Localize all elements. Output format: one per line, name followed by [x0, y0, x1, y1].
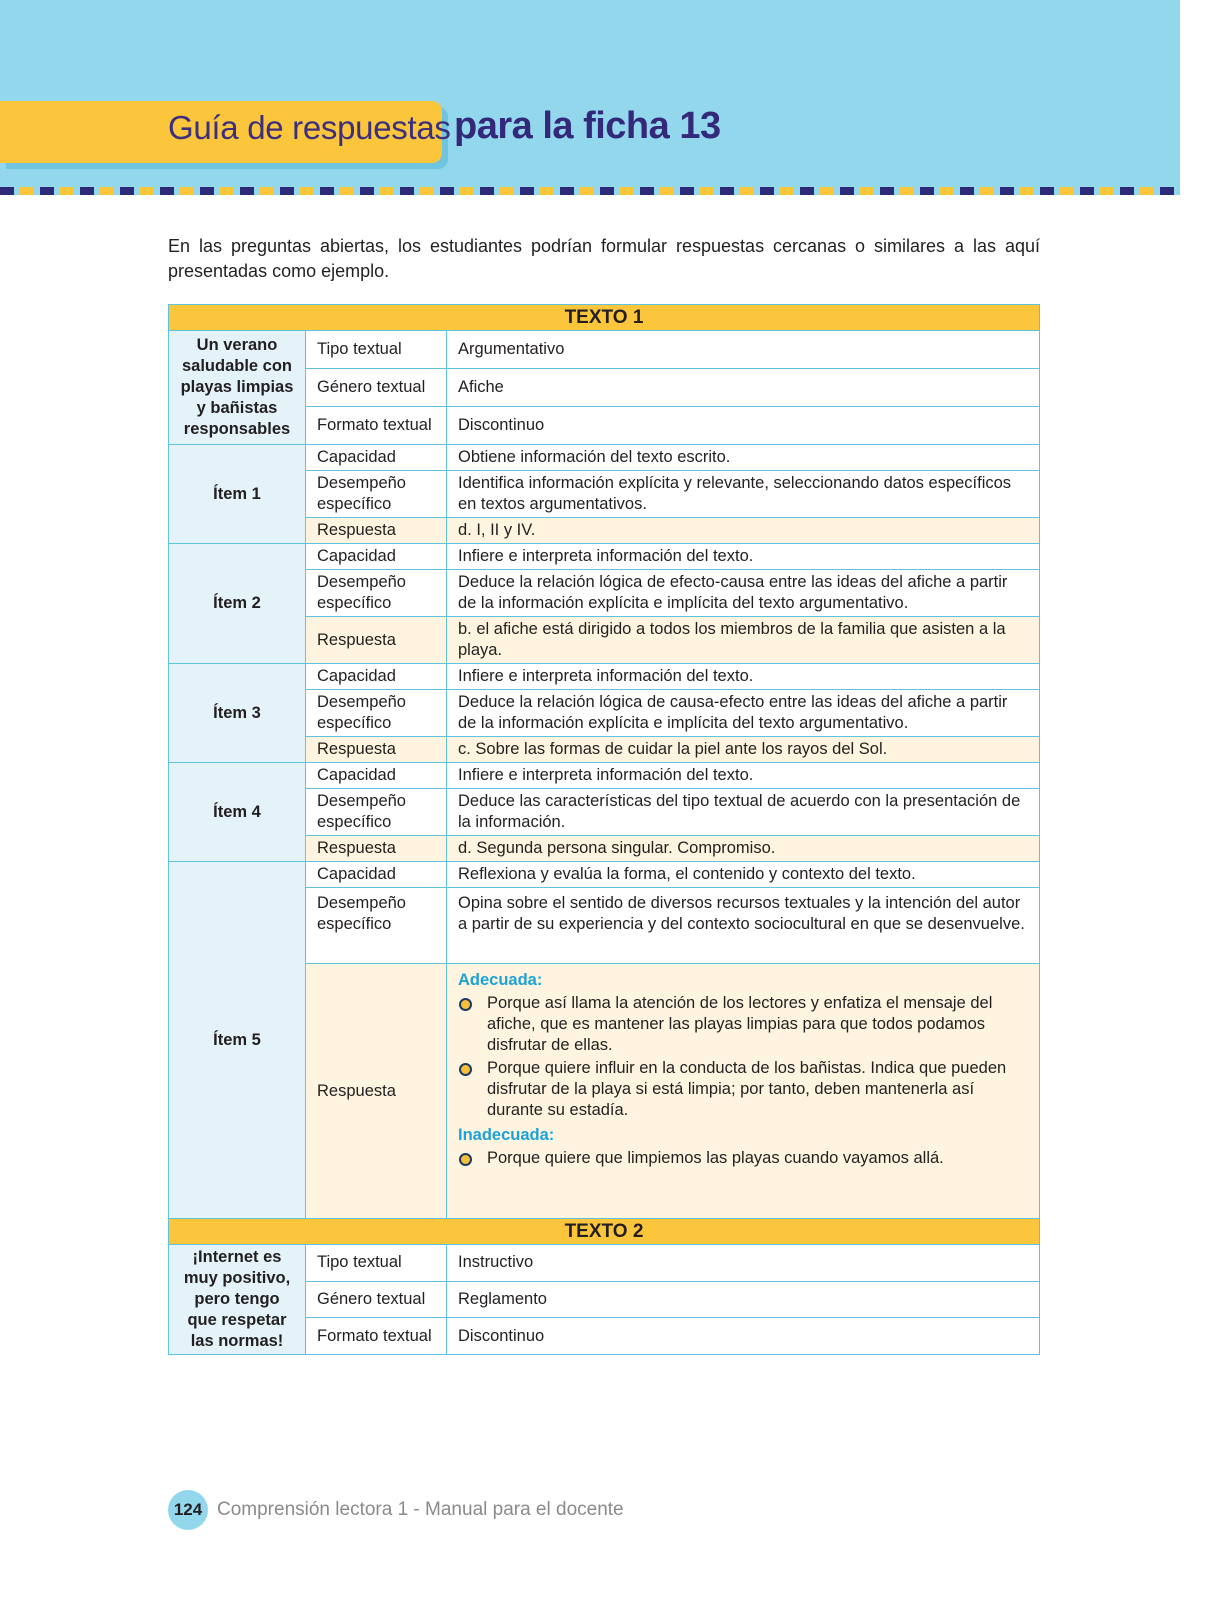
bullet-icon [459, 998, 472, 1011]
info-value: Discontinuo [447, 407, 1040, 445]
footer-book-title: Comprensión lectora 1 - Manual para el docente [217, 1499, 624, 1520]
capacidad-row [169, 664, 1040, 690]
desempeno-value: Identifica información explícita y relevante, seleccionando datos específicos en textos argumentativos. [447, 471, 1040, 518]
capacidad-label: Capacidad [306, 664, 447, 690]
list-item [458, 1148, 1028, 1169]
respuesta-value: d. I, II y IV. [447, 518, 1040, 544]
capacidad-value: Infiere e interpreta información del texto. [447, 544, 1040, 570]
info-label: Tipo textual [306, 331, 447, 369]
texto2-heading-row [169, 1219, 1040, 1245]
info-value: Afiche [447, 369, 1040, 407]
capacidad-value: Infiere e interpreta información del texto. [447, 664, 1040, 690]
answer-guide-table [168, 304, 1040, 1355]
header-band [0, 0, 1180, 192]
info-label: Género textual [306, 1281, 447, 1318]
respuesta-label: Respuesta [306, 518, 447, 544]
desempeno-label: Desempeño específico [306, 471, 447, 518]
texto2-heading: TEXTO 2 [169, 1219, 1040, 1245]
info-value: Discontinuo [447, 1318, 1040, 1355]
desempeno-value: Deduce la relación lógica de causa-efecto entre las ideas del afiche a partir de la información explícita e implícita del texto argumentativo. [447, 690, 1040, 737]
capacidad-row [169, 544, 1040, 570]
capacidad-row [169, 763, 1040, 789]
item-2-label: Ítem 2 [169, 544, 306, 664]
info-value: Argumentativo [447, 331, 1040, 369]
respuesta-label: Respuesta [306, 964, 447, 1219]
page-title: para la ficha 13 [454, 105, 721, 147]
desempeno-label: Desempeño específico [306, 690, 447, 737]
item-5-label: Ítem 5 [169, 862, 306, 1219]
item-1-label: Ítem 1 [169, 445, 306, 544]
desempeno-value: Deduce la relación lógica de efecto-causa entre las ideas del afiche a partir de la información explícita e implícita del texto argumentativo. [447, 570, 1040, 617]
inadecuada-answer: Porque quiere que limpiemos las playas cuando vayamos allá. [487, 1149, 944, 1167]
capacidad-value: Reflexiona y evalúa la forma, el contenido y contexto del texto. [447, 862, 1040, 888]
desempeno-label: Desempeño específico [306, 570, 447, 617]
item-4-label: Ítem 4 [169, 763, 306, 862]
texto1-heading-row [169, 305, 1040, 331]
adecuada-heading: Adecuada: [458, 971, 543, 989]
texto1-work-title: Un verano saludable con playas limpias y bañistas responsables [169, 331, 306, 445]
capacidad-label: Capacidad [306, 445, 447, 471]
respuesta-value: b. el afiche está dirigido a todos los miembros de la familia que asisten a la playa. [447, 617, 1040, 664]
texto1-heading: TEXTO 1 [169, 305, 1040, 331]
info-label: Género textual [306, 369, 447, 407]
respuesta-label: Respuesta [306, 836, 447, 862]
respuesta-value [447, 964, 1040, 1219]
info-value: Reglamento [447, 1281, 1040, 1318]
bullet-icon [459, 1063, 472, 1076]
page-number: 124 [168, 1490, 208, 1530]
respuesta-value: d. Segunda persona singular. Compromiso. [447, 836, 1040, 862]
capacidad-label: Capacidad [306, 544, 447, 570]
respuesta-label: Respuesta [306, 617, 447, 664]
capacidad-label: Capacidad [306, 763, 447, 789]
capacidad-value: Infiere e interpreta información del texto. [447, 763, 1040, 789]
capacidad-label: Capacidad [306, 862, 447, 888]
list-item [458, 993, 1028, 1056]
header-tab-label: Guía de respuestas [168, 109, 451, 146]
inadecuada-heading: Inadecuada: [458, 1126, 555, 1144]
capacidad-row [169, 862, 1040, 888]
info-label: Formato textual [306, 407, 447, 445]
item-3-label: Ítem 3 [169, 664, 306, 763]
list-item [458, 1058, 1028, 1121]
info-row [169, 331, 1040, 369]
adecuada-answer: Porque quiere influir en la conducta de los bañistas. Indica que pueden disfrutar de la playa si está limpia; por tanto, deben mantenerla así durante su estadía. [487, 1059, 1007, 1119]
desempeno-label: Desempeño específico [306, 789, 447, 836]
info-row [169, 1245, 1040, 1282]
adecuada-answer: Porque así llama la atención de los lectores y enfatiza el mensaje del afiche, que es mantener las playas limpias para que todos podamos disfrutar de ellas. [487, 994, 993, 1054]
header-dashed-stripe [0, 187, 1180, 195]
texto2-work-title: ¡Internet es muy positivo, pero tengo que respetar las normas! [169, 1245, 306, 1355]
capacidad-value: Obtiene información del texto escrito. [447, 445, 1040, 471]
info-label: Tipo textual [306, 1245, 447, 1282]
respuesta-value: c. Sobre las formas de cuidar la piel ante los rayos del Sol. [447, 737, 1040, 763]
desempeno-label: Desempeño específico [306, 888, 447, 964]
capacidad-row [169, 445, 1040, 471]
intro-paragraph: En las preguntas abiertas, los estudiantes podrían formular respuestas cercanas o similares a las aquí presentadas como ejemplo. [168, 236, 1040, 281]
info-value: Instructivo [447, 1245, 1040, 1282]
desempeno-value: Deduce las características del tipo textual de acuerdo con la presentación de la información. [447, 789, 1040, 836]
info-label: Formato textual [306, 1318, 447, 1355]
bullet-icon [459, 1153, 472, 1166]
respuesta-label: Respuesta [306, 737, 447, 763]
desempeno-value: Opina sobre el sentido de diversos recursos textuales y la intención del autor a partir de su experiencia y del contexto sociocultural en que se desenvuelve. [447, 888, 1040, 964]
